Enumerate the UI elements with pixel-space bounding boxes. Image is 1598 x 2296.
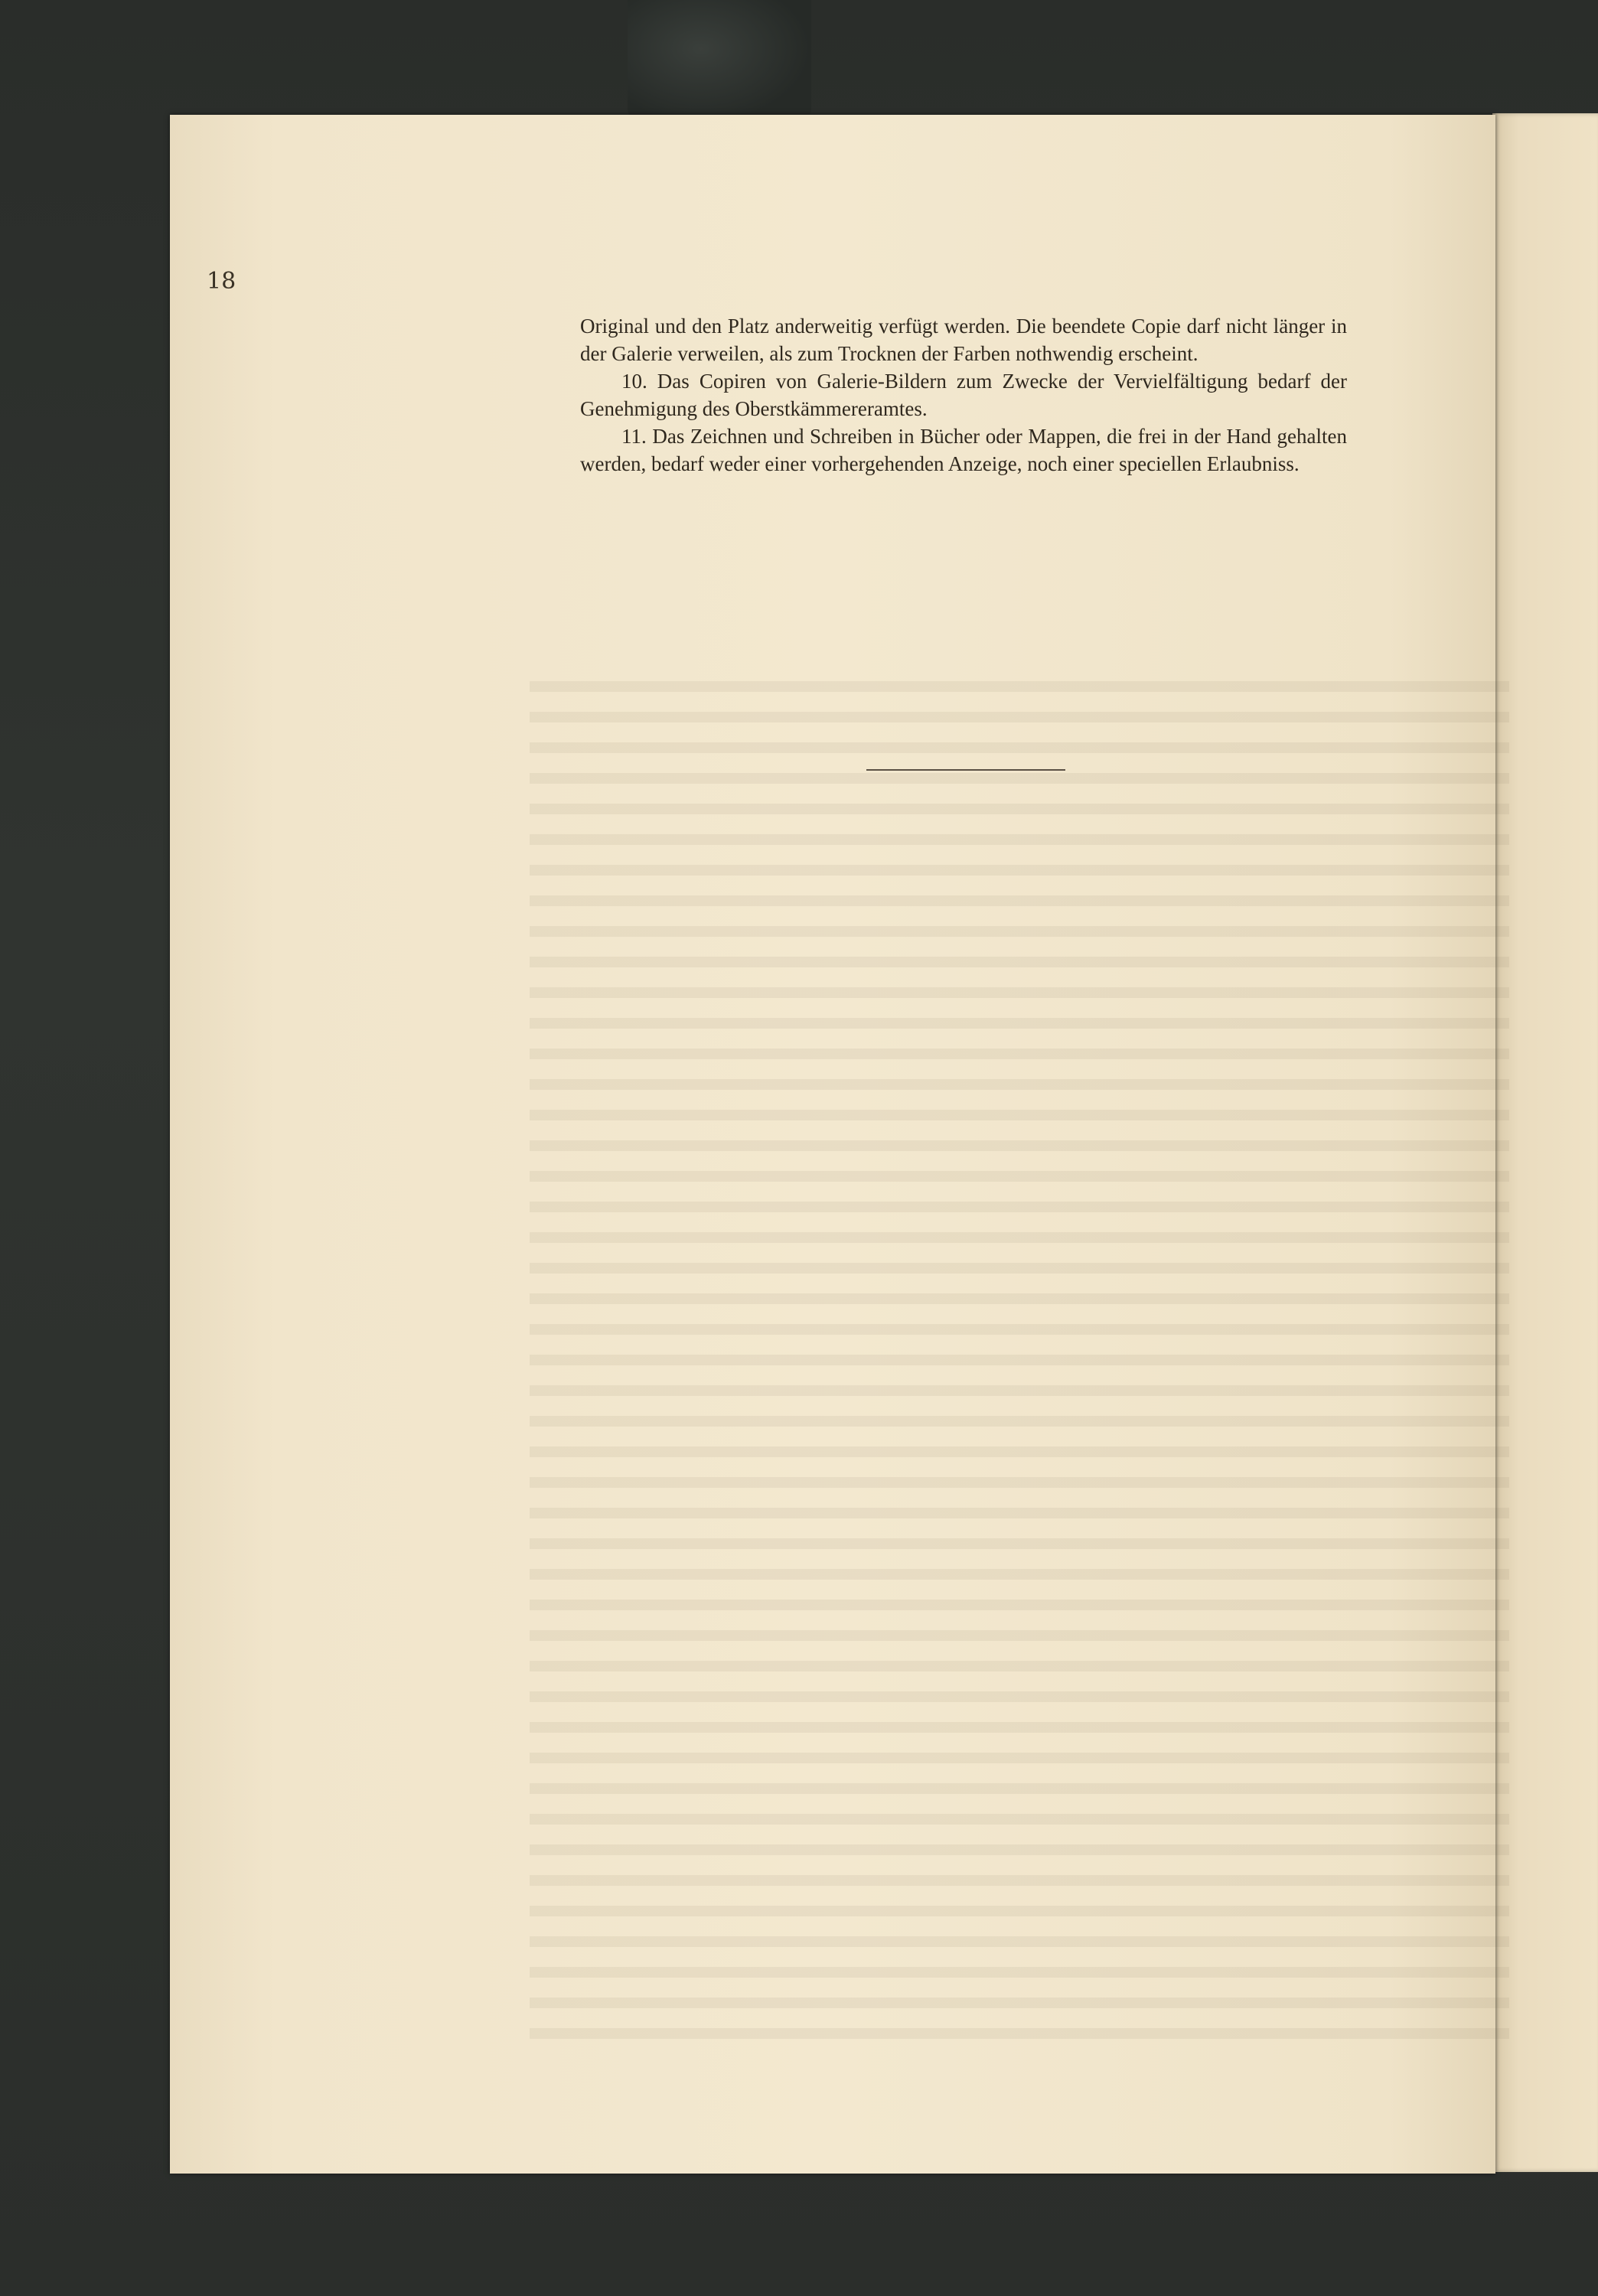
adjacent-page-edge — [1492, 113, 1598, 2172]
paragraph-continuation: Original und den Platz anderweitig verfügt werden. Die beendete Copie darf nicht länger in der Galerie verweilen, als zum Trocknen der Farben nothwendig erscheint. — [580, 315, 1347, 365]
page-number: 18 — [207, 268, 236, 295]
show-through-texture — [530, 681, 1509, 2059]
paragraph-item-11: 11. Das Zeichnen und Schreiben in Bücher oder Mappen, die frei in der Hand gehalten werden, bedarf weder einer vorhergehenden Anzeige, noch einer speciellen Erlaubniss. — [580, 425, 1347, 475]
body-text — [580, 312, 1347, 478]
section-divider — [866, 769, 1065, 771]
paragraph-item-10: 10. Das Copiren von Galerie-Bildern zum Zwecke der Vervielfältigung bedarf der Genehmigung des Oberstkämmereramtes. — [580, 370, 1347, 420]
binding-tab — [628, 0, 811, 122]
